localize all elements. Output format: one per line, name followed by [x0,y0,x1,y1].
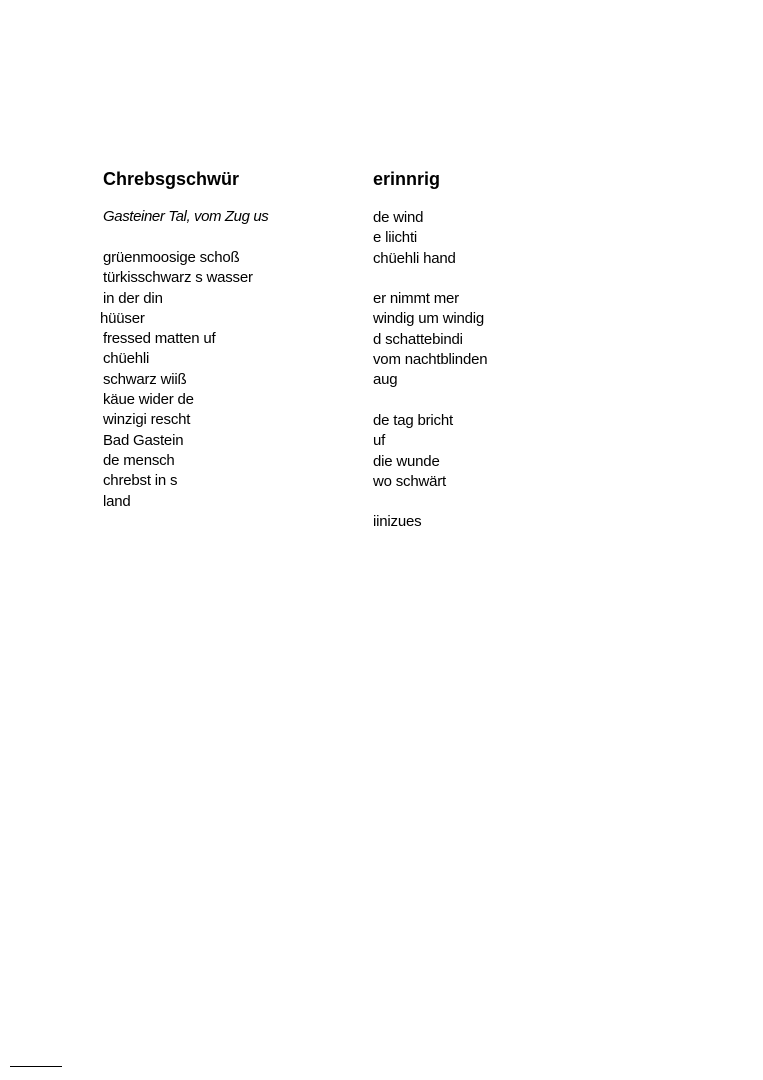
poem-lines [100,248,343,512]
poem-line: aug [373,371,398,389]
poem-chrebsgschwuer [100,167,343,512]
poem-line: käue wider de [103,391,194,409]
poem-line: in der din [103,289,163,307]
poem-line: chüehli [103,350,150,368]
poem-line: de mensch [103,451,175,469]
poem-line: de tag bricht [373,411,453,429]
stanza-break [373,391,613,411]
poem-line: schwarz wiiß [103,370,187,388]
poem-line: vom nachtblinden [373,351,488,369]
footnote-rule [10,1066,62,1067]
poem-line: winzigi rescht [103,411,191,429]
stanza-break [373,492,613,512]
poem-line: die wunde [373,452,440,470]
poem-erinnrig [373,167,613,533]
poem-line: de wind [373,209,424,226]
poem-subtitle: Gasteiner Tal, vom Zug us [103,208,269,225]
poem-line: chrebst in s [103,472,178,490]
poem-line: fressed matten uf [103,330,216,348]
poem-lines [373,208,613,533]
poem-line: uf [373,432,386,450]
poem-line: windig um windig [373,310,485,328]
poem-line: er nimmt mer [373,290,459,308]
poem-line: hüüser [100,309,145,327]
poem-title: erinnrig [373,169,441,189]
poem-line: türkisschwarz s wasser [103,269,253,287]
poem-line: wo schwärt [373,472,447,490]
poem-line: land [103,492,131,510]
poem-line: iinizues [373,513,422,531]
stanza-break [373,269,613,289]
poem-line: Bad Gastein [103,431,184,449]
poem-line: d schattebindi [373,330,463,348]
poem-line: chüehli hand [373,249,456,267]
poem-line: e liichti [373,229,418,247]
poem-title: Chrebsgschwür [103,169,240,189]
poem-line: grüenmoosige schoß [103,249,240,266]
